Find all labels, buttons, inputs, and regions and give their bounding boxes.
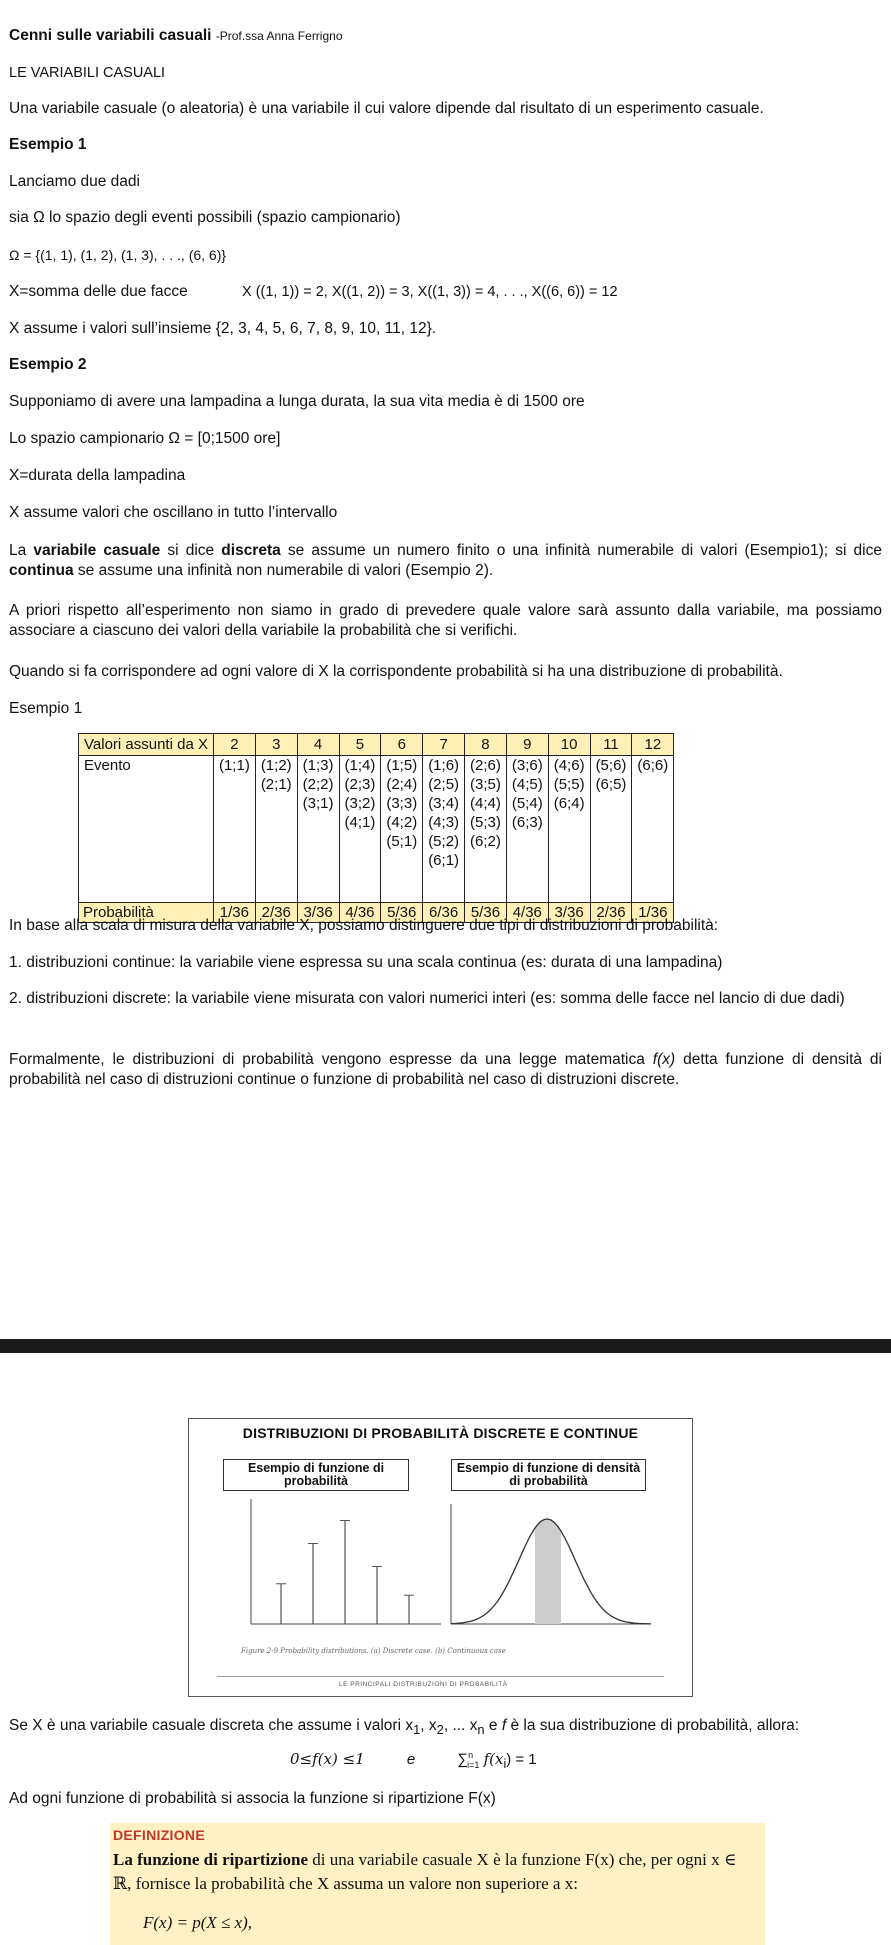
probability-table — [78, 733, 674, 923]
event-pair: (2;1) — [260, 776, 292, 793]
event-pair: (3;3) — [386, 795, 418, 812]
value-cell: 4 — [297, 734, 339, 756]
probability-cell: 4/36 — [339, 903, 381, 923]
discrete-condition: Se X è una variabile casuale discreta che assume i valori $x_1$, $x_2$, ... $x_n$ e f è la sua distribuzione di probabilità, allora: — [9, 1717, 800, 1738]
figure-box-continuous: Esempio di funzione di densità di probabilità — [451, 1459, 646, 1491]
event-pair: (2;4) — [386, 776, 418, 793]
event-pair: (1;4) — [344, 757, 376, 774]
value-cell: 9 — [506, 734, 548, 756]
event-pair: (4;3) — [428, 814, 460, 831]
x-definition: X=somma delle due facce X ((1, 1)) = 2, X((1, 2)) = 3, X((1, 3)) = 4, . . ., X((6, 6)) = 12 — [9, 283, 618, 300]
event-pair: (4;4) — [470, 795, 501, 812]
example2-line1: Supponiamo di avere una lampadina a lunga durata, la sua vita media è di 1500 ore — [9, 393, 585, 410]
x-range: X assume i valori sull’insieme {2, 3, 4, 5, 6, 7, 8, 9, 10, 11, 12}. — [9, 320, 437, 337]
event-label: Evento — [79, 756, 214, 903]
event-pair: (5;5) — [553, 776, 585, 793]
event-pair: (2;3) — [344, 776, 376, 793]
event-cell — [506, 756, 548, 903]
event-pair: (5;4) — [511, 795, 543, 812]
list-item-2: 2. distribuzioni discrete: la variabile viene misurata con valori numerici interi (es: somma delle facce nel lancio di due dadi) — [9, 990, 845, 1007]
event-pair: (4;1) — [344, 814, 376, 831]
definition-heading: DEFINIZIONE — [113, 1827, 205, 1843]
event-pair: (6;6) — [637, 757, 669, 774]
example1-line1: Lanciamo due dadi — [9, 173, 140, 190]
table-label: Esempio 1 — [9, 700, 83, 717]
value-cell: 10 — [548, 734, 590, 756]
section-title: LE VARIABILI CASUALI — [9, 65, 166, 81]
event-cell — [423, 756, 465, 903]
value-cell: 11 — [590, 734, 632, 756]
page-title: Cenni sulle variabili casuali -Prof.ssa Anna Ferrigno — [9, 27, 343, 44]
event-cell — [339, 756, 381, 903]
event-pair: (5;6) — [595, 757, 627, 774]
definition-box — [110, 1823, 765, 1945]
event-pair: (2;6) — [470, 757, 501, 774]
event-pair: (5;2) — [428, 833, 460, 850]
event-pair: (3;5) — [470, 776, 501, 793]
author: -Prof.ssa Anna Ferrigno — [215, 29, 343, 43]
event-pair: (6;3) — [511, 814, 543, 831]
header-label: Valori assunti da X — [79, 734, 214, 756]
shaded-area — [535, 1519, 561, 1624]
example2-line2: Lo spazio campionario Ω = [0;1500 ore] — [9, 430, 281, 447]
value-cell: 3 — [255, 734, 297, 756]
event-pair: (6;4) — [553, 795, 585, 812]
event-pair: (1;6) — [428, 757, 460, 774]
event-cell — [255, 756, 297, 903]
figure-rule — [217, 1676, 664, 1677]
event-pair: (6;1) — [428, 852, 460, 869]
definition-text-body: La funzione di ripartizione di una variabile casuale X è la funzione F(x) che, per ogni x ∈ ℝ, fornisce la probabilità che X assuma un valore non superiore a x: — [113, 1850, 737, 1893]
probability-cell: 5/36 — [381, 903, 423, 923]
cdf-formula: F(x) = p(X ≤ x), — [143, 1913, 253, 1932]
probability-cell: 2/36 — [255, 903, 297, 923]
value-cell: 5 — [339, 734, 381, 756]
value-cell: 2 — [213, 734, 255, 756]
example1-line2: sia Ω lo spazio degli eventi possibili (spazio campionario) — [9, 209, 401, 226]
formula-sum: ∑$^n_{i=1}$ $f(x_i) = 1$ — [457, 1750, 537, 1771]
event-cell — [548, 756, 590, 903]
x-values: X ((1, 1)) = 2, X((1, 2)) = 3, X((1, 3)) = 4, . . ., X((6, 6)) = 12 — [242, 284, 618, 300]
distribution-plots — [189, 1419, 692, 1639]
probability-cell: 2/36 — [590, 903, 632, 923]
page-divider — [0, 1339, 891, 1353]
value-cell: 6 — [381, 734, 423, 756]
event-pair: (2;5) — [428, 776, 460, 793]
example2-heading: Esempio 2 — [9, 356, 87, 373]
event-pair: (4;6) — [553, 757, 585, 774]
event-pair: (2;2) — [302, 776, 334, 793]
events-row — [79, 756, 674, 903]
example2-line3: X=durata della lampadina — [9, 467, 186, 484]
probability-cell: 3/36 — [297, 903, 339, 923]
event-pair: (1;5) — [386, 757, 418, 774]
formula-bounds: 0≤f(x) ≤1 — [290, 1750, 365, 1768]
probability-cell: 5/36 — [465, 903, 507, 923]
probability-cell: 3/36 — [548, 903, 590, 923]
event-cell — [632, 756, 674, 903]
event-pair: (5;3) — [470, 814, 501, 831]
example1-heading: Esempio 1 — [9, 136, 87, 153]
event-pair: (6;2) — [470, 833, 501, 850]
event-cell — [465, 756, 507, 903]
list-item-1: 1. distribuzioni continue: la variabile viene espressa su una scala continua (es: durata di una lampadina) — [9, 954, 723, 971]
event-pair: (1;2) — [260, 757, 292, 774]
value-cell: 8 — [465, 734, 507, 756]
definition-text: Una variabile casuale (o aleatoria) è una variabile il cui valore dipende dal risultato di un esperimento casuale. — [9, 100, 764, 117]
event-pair: (4;5) — [511, 776, 543, 793]
probability-cell: 6/36 — [423, 903, 465, 923]
value-cell: 12 — [632, 734, 674, 756]
value-cell: 7 — [423, 734, 465, 756]
values-row — [79, 734, 674, 756]
probability-cell: 1/36 — [213, 903, 255, 923]
probability-label: Probabilità — [79, 903, 214, 923]
apriori-paragraph: A priori rispetto all’esperimento non siamo in grado di prevedere quale valore sarà assunto dalla variabile, ma possiamo associare a ciascuno dei valori della variabile la probabilità che si verifichi. — [9, 602, 882, 639]
scale-sentence: In base alla scala di misura della variabile X, possiamo distinguere due tipi di distribuzioni di probabilità: — [9, 917, 719, 934]
figure-caption: Figure 2-9 Probability distributions. (a) Discrete case. (b) Continuous case — [241, 1647, 506, 1655]
event-pair: (3;4) — [428, 795, 460, 812]
distribution-sentence: Quando si fa corrispondere ad ogni valore di X la corrispondente probabilità si ha una distribuzione di probabilità. — [9, 663, 783, 680]
formula-connector: e — [406, 1751, 416, 1768]
example2-line4: X assume valori che oscillano in tutto l’intervallo — [9, 504, 338, 521]
formal-paragraph: Formalmente, le distribuzioni di probabilità vengono espresse da una legge matematica f(x) detta funzione di densità di probabilità nel caso di distruzioni continue o funzione di probabilità nel caso di distruzioni discrete. — [9, 1051, 883, 1088]
probability-cell: 4/36 — [506, 903, 548, 923]
probability-cell: 1/36 — [632, 903, 674, 923]
event-pair: (6;5) — [595, 776, 627, 793]
event-pair: (3;1) — [302, 795, 334, 812]
figure-box-discrete: Esempio di funzione di probabilità — [223, 1459, 409, 1491]
event-pair: (1;3) — [302, 757, 334, 774]
event-pair: (4;2) — [386, 814, 418, 831]
event-cell — [590, 756, 632, 903]
event-cell — [381, 756, 423, 903]
event-pair: (3;2) — [344, 795, 376, 812]
distributions-figure — [188, 1418, 693, 1697]
event-pair: (1;1) — [218, 757, 250, 774]
event-pair: (3;6) — [511, 757, 543, 774]
event-cell — [297, 756, 339, 903]
event-cell — [213, 756, 255, 903]
probability-conditions — [290, 1750, 537, 1771]
cdf-sentence: Ad ogni funzione di probabilità si associa la funzione si ripartizione F(x) — [9, 1790, 496, 1807]
omega-set: Ω = {(1, 1), (1, 2), (1, 3), . . ., (6, 6)} — [9, 247, 227, 263]
figure-footer: LE PRINCIPALI DISTRIBUZIONI DI PROBABILITÀ — [339, 1681, 508, 1688]
figure-title: DISTRIBUZIONI DI PROBABILITÀ DISCRETE E CONTINUE — [242, 1425, 639, 1441]
discrete-continuous-paragraph: La variabile casuale si dice discreta se assume un numero finito o una infinità numerabile di valori (Esempio1); si dice continua se assume una infinità non numerabile di valori (Esempio 2). — [9, 542, 882, 579]
event-pair: (5;1) — [386, 833, 418, 850]
